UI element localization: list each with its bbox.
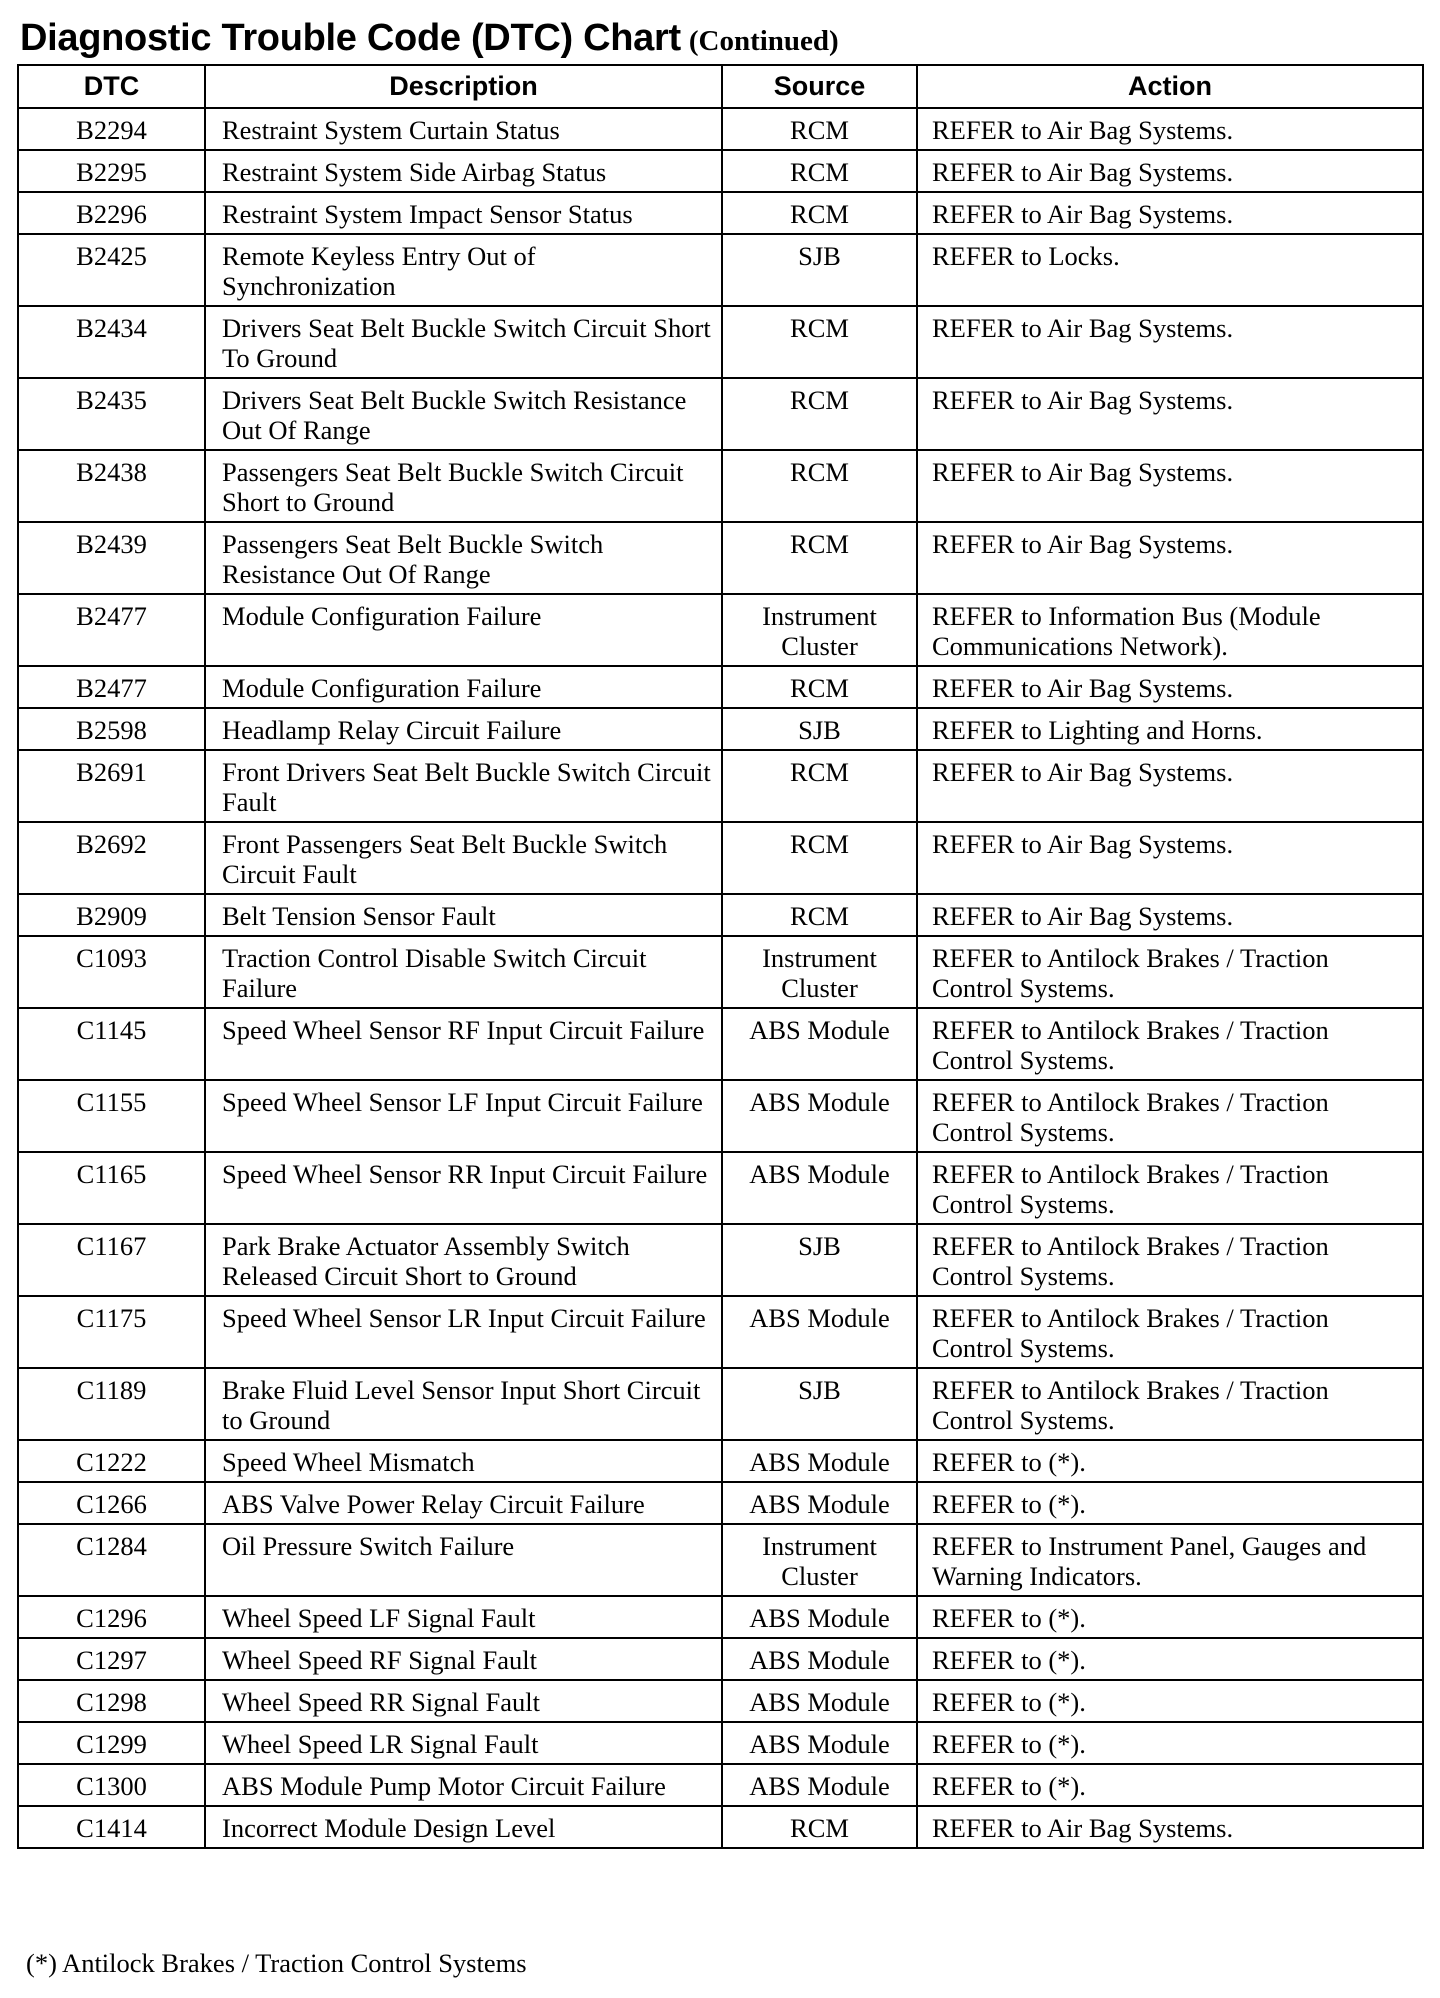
- dtc-action: REFER to Air Bag Systems.: [917, 1806, 1423, 1848]
- table-row: [18, 1596, 1423, 1638]
- dtc-code: B2691: [18, 750, 205, 822]
- table-row: [18, 666, 1423, 708]
- table-row: [18, 192, 1423, 234]
- dtc-code: C1167: [18, 1224, 205, 1296]
- dtc-action: REFER to Antilock Brakes / Traction Control Systems.: [917, 936, 1423, 1008]
- dtc-source: RCM: [722, 894, 917, 936]
- dtc-code: C1222: [18, 1440, 205, 1482]
- dtc-description: ABS Module Pump Motor Circuit Failure: [205, 1764, 722, 1806]
- dtc-code: B2294: [18, 108, 205, 150]
- dtc-description: Module Configuration Failure: [205, 594, 722, 666]
- table-row: [18, 1764, 1423, 1806]
- dtc-action: REFER to (*).: [917, 1638, 1423, 1680]
- dtc-source: ABS Module: [722, 1080, 917, 1152]
- dtc-source: SJB: [722, 1224, 917, 1296]
- table-header-row: [18, 65, 1423, 108]
- dtc-action: REFER to Antilock Brakes / Traction Control Systems.: [917, 1296, 1423, 1368]
- dtc-source: SJB: [722, 234, 917, 306]
- dtc-source: ABS Module: [722, 1296, 917, 1368]
- dtc-code: C1296: [18, 1596, 205, 1638]
- dtc-description: Speed Wheel Sensor RR Input Circuit Failure: [205, 1152, 722, 1224]
- table-row: [18, 1080, 1423, 1152]
- dtc-description: Drivers Seat Belt Buckle Switch Circuit Short To Ground: [205, 306, 722, 378]
- dtc-action: REFER to (*).: [917, 1722, 1423, 1764]
- dtc-code: C1284: [18, 1524, 205, 1596]
- dtc-action: REFER to (*).: [917, 1440, 1423, 1482]
- page-title-main: Diagnostic Trouble Code (DTC) Chart: [20, 17, 681, 59]
- dtc-code: C1298: [18, 1680, 205, 1722]
- dtc-code: C1145: [18, 1008, 205, 1080]
- table-body: [18, 108, 1423, 1848]
- dtc-source: ABS Module: [722, 1596, 917, 1638]
- dtc-action: REFER to (*).: [917, 1482, 1423, 1524]
- dtc-source: ABS Module: [722, 1638, 917, 1680]
- dtc-action: REFER to Antilock Brakes / Traction Control Systems.: [917, 1080, 1423, 1152]
- dtc-code: B2296: [18, 192, 205, 234]
- dtc-description: Restraint System Impact Sensor Status: [205, 192, 722, 234]
- dtc-description: Wheel Speed LR Signal Fault: [205, 1722, 722, 1764]
- dtc-source: Instrument Cluster: [722, 594, 917, 666]
- dtc-description: Incorrect Module Design Level: [205, 1806, 722, 1848]
- dtc-description: Park Brake Actuator Assembly Switch Released Circuit Short to Ground: [205, 1224, 722, 1296]
- footnote: (*) Antilock Brakes / Traction Control Systems: [26, 1948, 527, 1978]
- dtc-description: Passengers Seat Belt Buckle Switch Resistance Out Of Range: [205, 522, 722, 594]
- table-row: [18, 594, 1423, 666]
- table-row: [18, 1440, 1423, 1482]
- dtc-action: REFER to Antilock Brakes / Traction Control Systems.: [917, 1368, 1423, 1440]
- dtc-source: RCM: [722, 522, 917, 594]
- table-row: [18, 378, 1423, 450]
- dtc-description: Restraint System Curtain Status: [205, 108, 722, 150]
- dtc-action: REFER to Air Bag Systems.: [917, 378, 1423, 450]
- dtc-action: REFER to Information Bus (Module Communications Network).: [917, 594, 1423, 666]
- dtc-source: RCM: [722, 306, 917, 378]
- dtc-action: REFER to Lighting and Horns.: [917, 708, 1423, 750]
- dtc-source: SJB: [722, 1368, 917, 1440]
- table-row: [18, 1680, 1423, 1722]
- dtc-source: RCM: [722, 150, 917, 192]
- dtc-description: Brake Fluid Level Sensor Input Short Circuit to Ground: [205, 1368, 722, 1440]
- dtc-description: Wheel Speed RR Signal Fault: [205, 1680, 722, 1722]
- dtc-description: Traction Control Disable Switch Circuit Failure: [205, 936, 722, 1008]
- dtc-code: C1175: [18, 1296, 205, 1368]
- dtc-source: RCM: [722, 450, 917, 522]
- dtc-source: Instrument Cluster: [722, 936, 917, 1008]
- dtc-description: Speed Wheel Mismatch: [205, 1440, 722, 1482]
- page-title: [20, 14, 839, 62]
- dtc-action: REFER to Air Bag Systems.: [917, 750, 1423, 822]
- dtc-source: RCM: [722, 750, 917, 822]
- table-row: [18, 750, 1423, 822]
- column-header-action: Action: [917, 65, 1423, 108]
- dtc-action: REFER to Air Bag Systems.: [917, 192, 1423, 234]
- table-row: [18, 1152, 1423, 1224]
- dtc-source: Instrument Cluster: [722, 1524, 917, 1596]
- table-row: [18, 1296, 1423, 1368]
- dtc-table: [17, 64, 1424, 1849]
- dtc-action: REFER to Air Bag Systems.: [917, 306, 1423, 378]
- dtc-action: REFER to Air Bag Systems.: [917, 894, 1423, 936]
- dtc-action: REFER to Air Bag Systems.: [917, 150, 1423, 192]
- dtc-description: Passengers Seat Belt Buckle Switch Circuit Short to Ground: [205, 450, 722, 522]
- dtc-description: Front Drivers Seat Belt Buckle Switch Circuit Fault: [205, 750, 722, 822]
- dtc-code: C1300: [18, 1764, 205, 1806]
- dtc-description: Speed Wheel Sensor LF Input Circuit Failure: [205, 1080, 722, 1152]
- dtc-description: Remote Keyless Entry Out of Synchronization: [205, 234, 722, 306]
- table-row: [18, 450, 1423, 522]
- table-row: [18, 1482, 1423, 1524]
- dtc-action: REFER to Air Bag Systems.: [917, 522, 1423, 594]
- dtc-description: Headlamp Relay Circuit Failure: [205, 708, 722, 750]
- dtc-code: C1165: [18, 1152, 205, 1224]
- dtc-source: ABS Module: [722, 1482, 917, 1524]
- dtc-description: Module Configuration Failure: [205, 666, 722, 708]
- dtc-code: B2438: [18, 450, 205, 522]
- table-row: [18, 1806, 1423, 1848]
- table-row: [18, 1008, 1423, 1080]
- dtc-code: C1299: [18, 1722, 205, 1764]
- dtc-description: Wheel Speed RF Signal Fault: [205, 1638, 722, 1680]
- dtc-source: RCM: [722, 378, 917, 450]
- table-row: [18, 894, 1423, 936]
- table-row: [18, 306, 1423, 378]
- dtc-source: ABS Module: [722, 1764, 917, 1806]
- dtc-source: RCM: [722, 666, 917, 708]
- table-row: [18, 1224, 1423, 1296]
- dtc-code: C1297: [18, 1638, 205, 1680]
- table-row: [18, 108, 1423, 150]
- column-header-description: Description: [205, 65, 722, 108]
- dtc-source: RCM: [722, 1806, 917, 1848]
- dtc-description: Wheel Speed LF Signal Fault: [205, 1596, 722, 1638]
- dtc-code: C1266: [18, 1482, 205, 1524]
- dtc-source: SJB: [722, 708, 917, 750]
- dtc-action: REFER to Instrument Panel, Gauges and Warning Indicators.: [917, 1524, 1423, 1596]
- table-row: [18, 708, 1423, 750]
- dtc-description: Speed Wheel Sensor RF Input Circuit Failure: [205, 1008, 722, 1080]
- dtc-code: C1155: [18, 1080, 205, 1152]
- dtc-description: Belt Tension Sensor Fault: [205, 894, 722, 936]
- dtc-action: REFER to Antilock Brakes / Traction Control Systems.: [917, 1008, 1423, 1080]
- dtc-action: REFER to (*).: [917, 1764, 1423, 1806]
- dtc-source: ABS Module: [722, 1680, 917, 1722]
- dtc-code: C1189: [18, 1368, 205, 1440]
- dtc-source: RCM: [722, 192, 917, 234]
- dtc-code: B2439: [18, 522, 205, 594]
- dtc-action: REFER to Air Bag Systems.: [917, 450, 1423, 522]
- dtc-code: B2598: [18, 708, 205, 750]
- dtc-action: REFER to Antilock Brakes / Traction Control Systems.: [917, 1224, 1423, 1296]
- dtc-action: REFER to Air Bag Systems.: [917, 822, 1423, 894]
- dtc-code: B2909: [18, 894, 205, 936]
- dtc-description: ABS Valve Power Relay Circuit Failure: [205, 1482, 722, 1524]
- table-row: [18, 1638, 1423, 1680]
- column-header-source: Source: [722, 65, 917, 108]
- dtc-action: REFER to Locks.: [917, 234, 1423, 306]
- table-row: [18, 150, 1423, 192]
- dtc-code: B2477: [18, 594, 205, 666]
- dtc-action: REFER to Antilock Brakes / Traction Control Systems.: [917, 1152, 1423, 1224]
- dtc-code: B2477: [18, 666, 205, 708]
- table-row: [18, 822, 1423, 894]
- dtc-action: REFER to Air Bag Systems.: [917, 666, 1423, 708]
- table-row: [18, 1524, 1423, 1596]
- dtc-source: ABS Module: [722, 1722, 917, 1764]
- dtc-code: C1414: [18, 1806, 205, 1848]
- page-title-continued: (Continued): [688, 25, 839, 57]
- table-row: [18, 234, 1423, 306]
- column-header-dtc: DTC: [18, 65, 205, 108]
- dtc-description: Drivers Seat Belt Buckle Switch Resistance Out Of Range: [205, 378, 722, 450]
- table-row: [18, 936, 1423, 1008]
- dtc-code: B2435: [18, 378, 205, 450]
- table-row: [18, 1368, 1423, 1440]
- table-row: [18, 522, 1423, 594]
- dtc-source: ABS Module: [722, 1008, 917, 1080]
- table-row: [18, 1722, 1423, 1764]
- dtc-source: ABS Module: [722, 1440, 917, 1482]
- dtc-action: REFER to Air Bag Systems.: [917, 108, 1423, 150]
- dtc-description: Speed Wheel Sensor LR Input Circuit Failure: [205, 1296, 722, 1368]
- dtc-action: REFER to (*).: [917, 1596, 1423, 1638]
- dtc-code: C1093: [18, 936, 205, 1008]
- dtc-source: ABS Module: [722, 1152, 917, 1224]
- dtc-source: RCM: [722, 822, 917, 894]
- dtc-action: REFER to (*).: [917, 1680, 1423, 1722]
- dtc-code: B2434: [18, 306, 205, 378]
- dtc-description: Front Passengers Seat Belt Buckle Switch Circuit Fault: [205, 822, 722, 894]
- dtc-code: B2295: [18, 150, 205, 192]
- dtc-description: Restraint System Side Airbag Status: [205, 150, 722, 192]
- dtc-description: Oil Pressure Switch Failure: [205, 1524, 722, 1596]
- dtc-code: B2425: [18, 234, 205, 306]
- dtc-code: B2692: [18, 822, 205, 894]
- dtc-source: RCM: [722, 108, 917, 150]
